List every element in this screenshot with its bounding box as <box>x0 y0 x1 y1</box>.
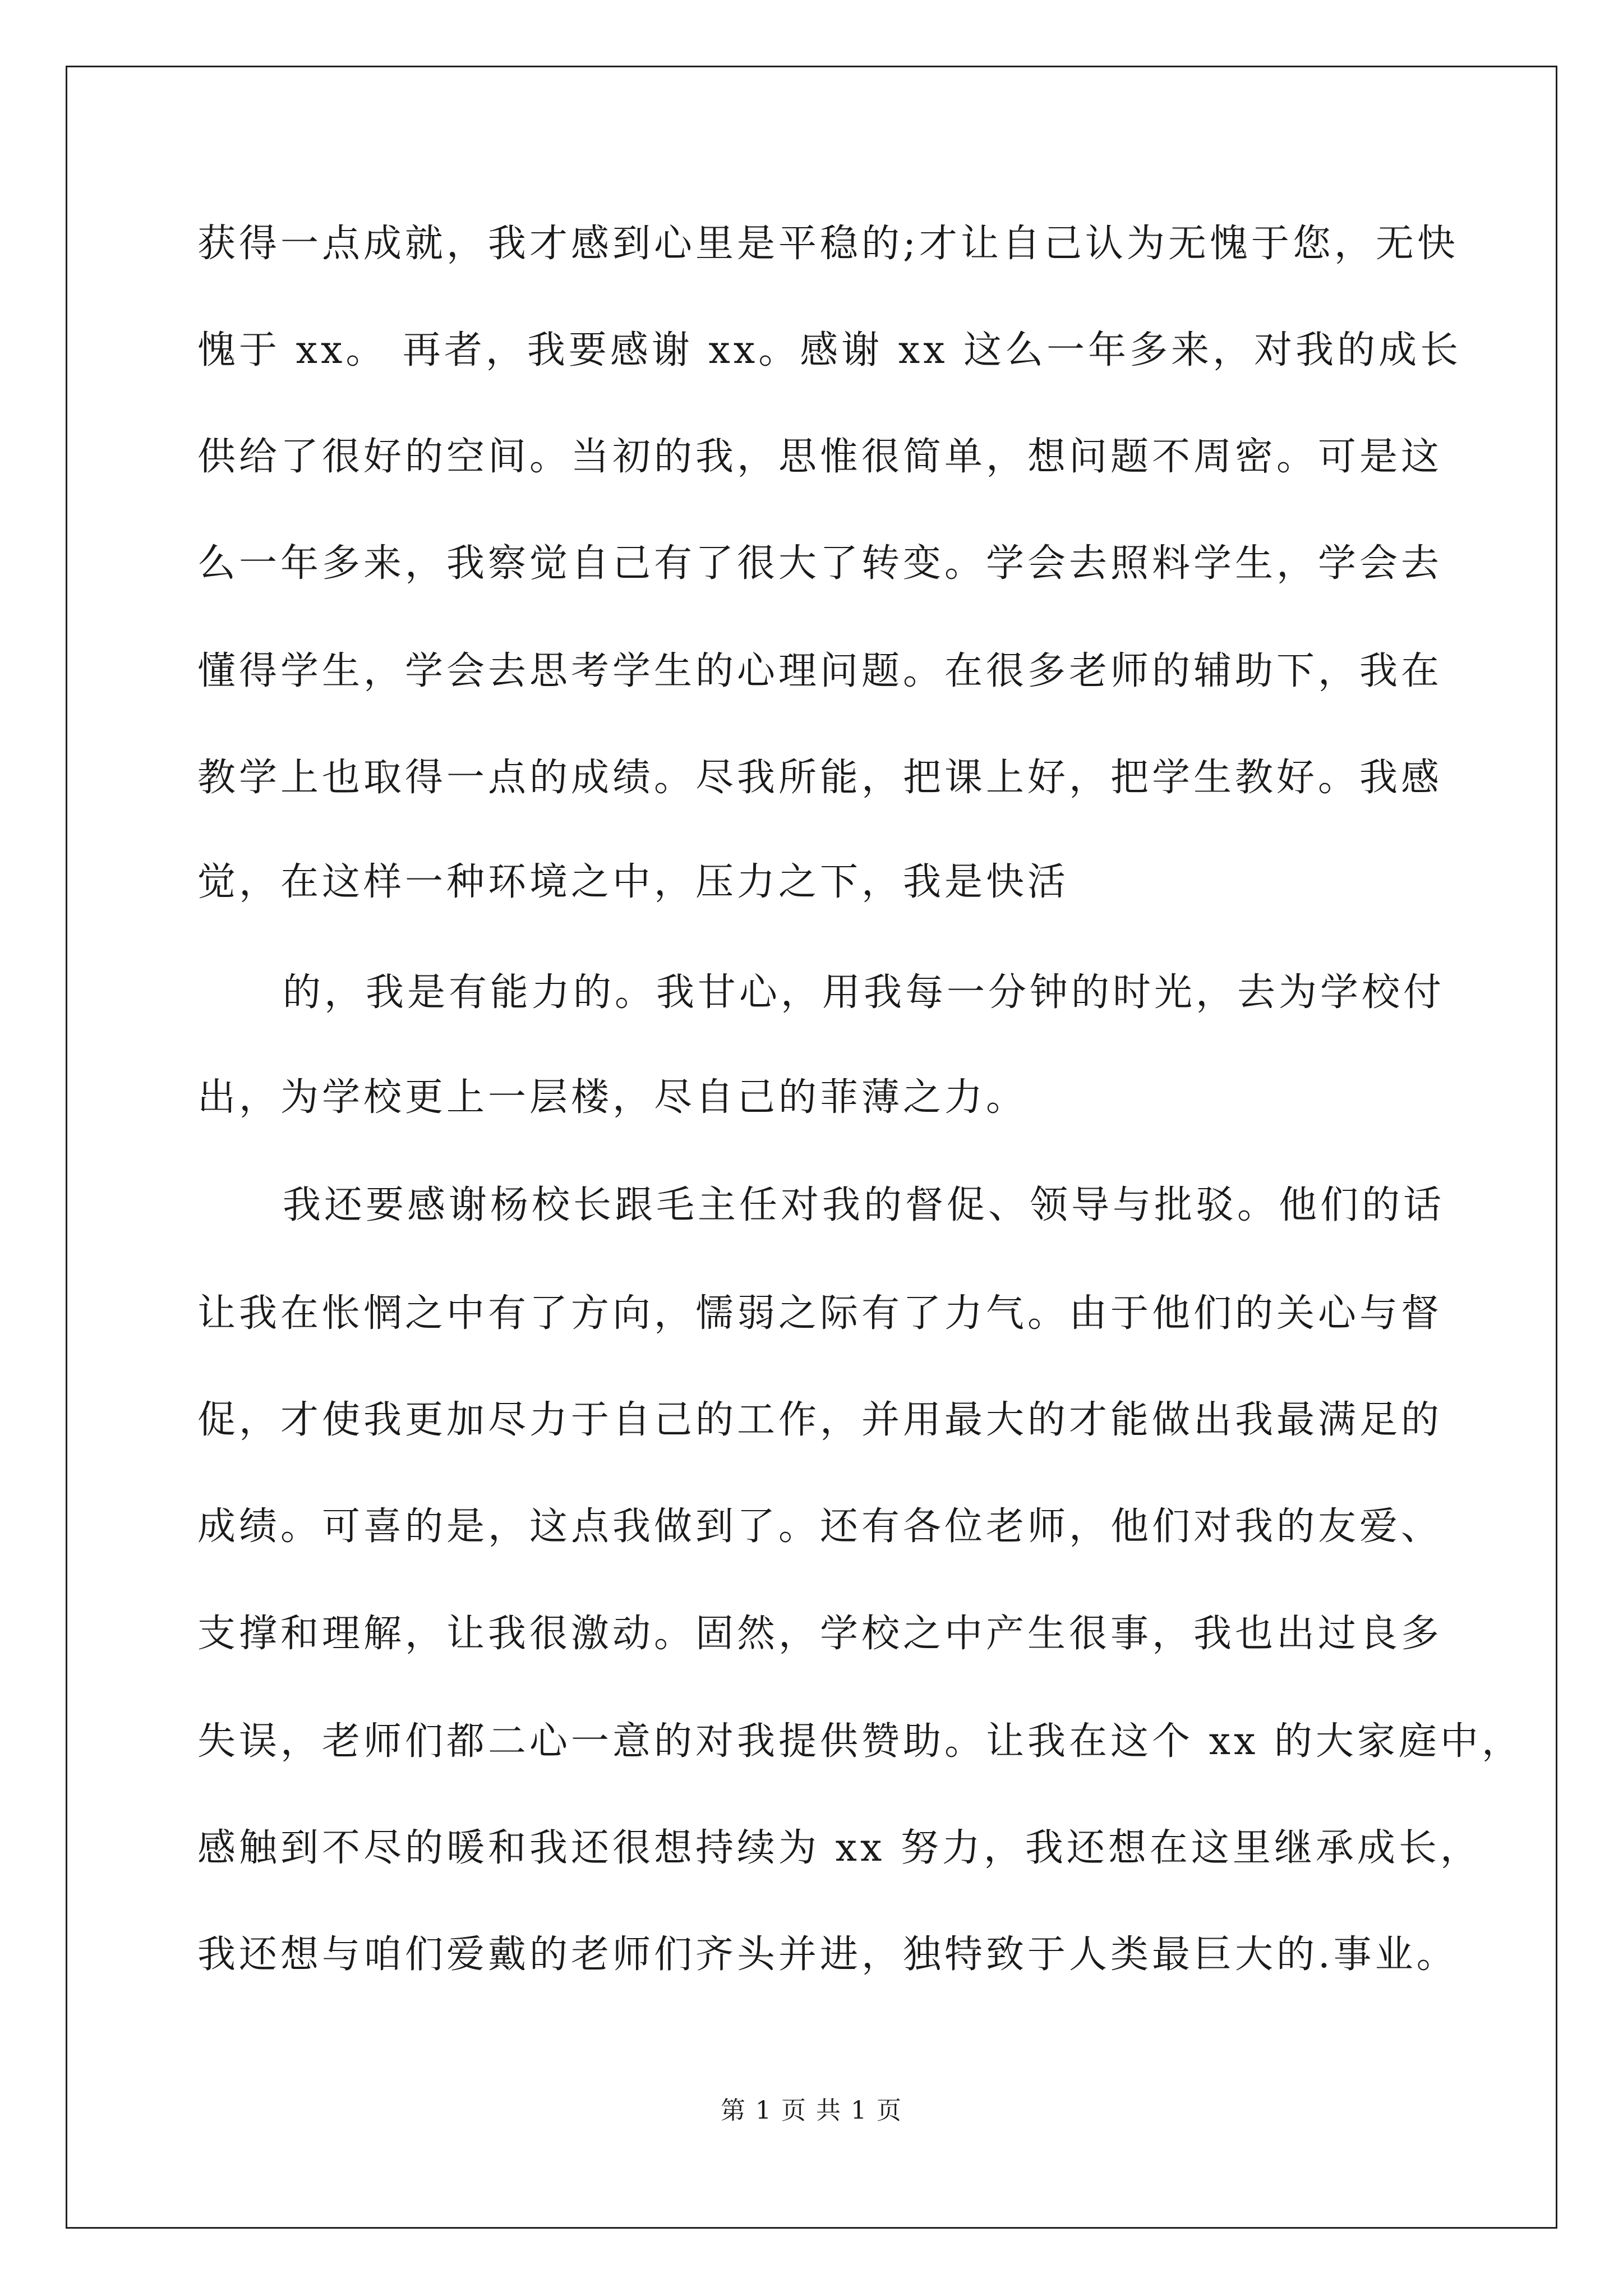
text-line: 我还要感谢杨校长跟毛主任对我的督促、领导与批驳。他们的话 <box>283 1183 1445 1227</box>
page-border <box>66 66 1557 2229</box>
text-line: 懂得学生，学会去思考学生的心理问题。在很多老师的辅助下，我在 <box>197 649 1443 693</box>
text-line: 愧于 xx。 再者，我要感谢 xx。感谢 xx 这么一年多来，对我的成长 <box>197 328 1462 372</box>
text-line: 的，我是有能力的。我甘心，用我每一分钟的时光，去为学校付 <box>283 970 1445 1015</box>
text-line: 失误，老师们都二心一意的对我提供赞助。让我在这个 xx 的大家庭中， <box>197 1719 1523 1764</box>
text-line: 让我在怅惘之中有了方向，懦弱之际有了力气。由于他们的关心与督 <box>197 1291 1443 1336</box>
text-line: 支撑和理解，让我很激动。固然，学校之中产生很事，我也出过良多 <box>197 1612 1443 1656</box>
text-line: 出，为学校更上一层楼，尽自己的菲薄之力。 <box>197 1075 1028 1120</box>
page-footer: 第 1 页 共 1 页 <box>721 2096 902 2125</box>
text-line: 促，才使我更加尽力于自己的工作，并用最大的才能做出我最满足的 <box>197 1398 1443 1442</box>
text-line: 么一年多来，我察觉自己有了很大了转变。学会去照料学生，学会去 <box>197 541 1443 586</box>
text-line: 教学上也取得一点的成绩。尽我所能，把课上好，把学生教好。我感 <box>197 756 1443 800</box>
text-line: 成绩。可喜的是，这点我做到了。还有各位老师，他们对我的友爱、 <box>197 1504 1443 1549</box>
text-line: 我还想与咱们爱戴的老师们齐头并进，独特致于人类最巨大的.事业。 <box>197 1932 1458 1977</box>
text-line: 觉，在这样一种环境之中，压力之下，我是快活 <box>197 860 1069 904</box>
text-line: 获得一点成就，我才感到心里是平稳的;才让自己认为无愧于您，无快 <box>197 222 1459 266</box>
text-line: 感触到不尽的暖和我还很想持续为 xx 努力，我还想在这里继承成长， <box>197 1826 1482 1870</box>
text-line: 供给了很好的空间。当初的我，思惟很简单，想问题不周密。可是这 <box>197 435 1443 479</box>
